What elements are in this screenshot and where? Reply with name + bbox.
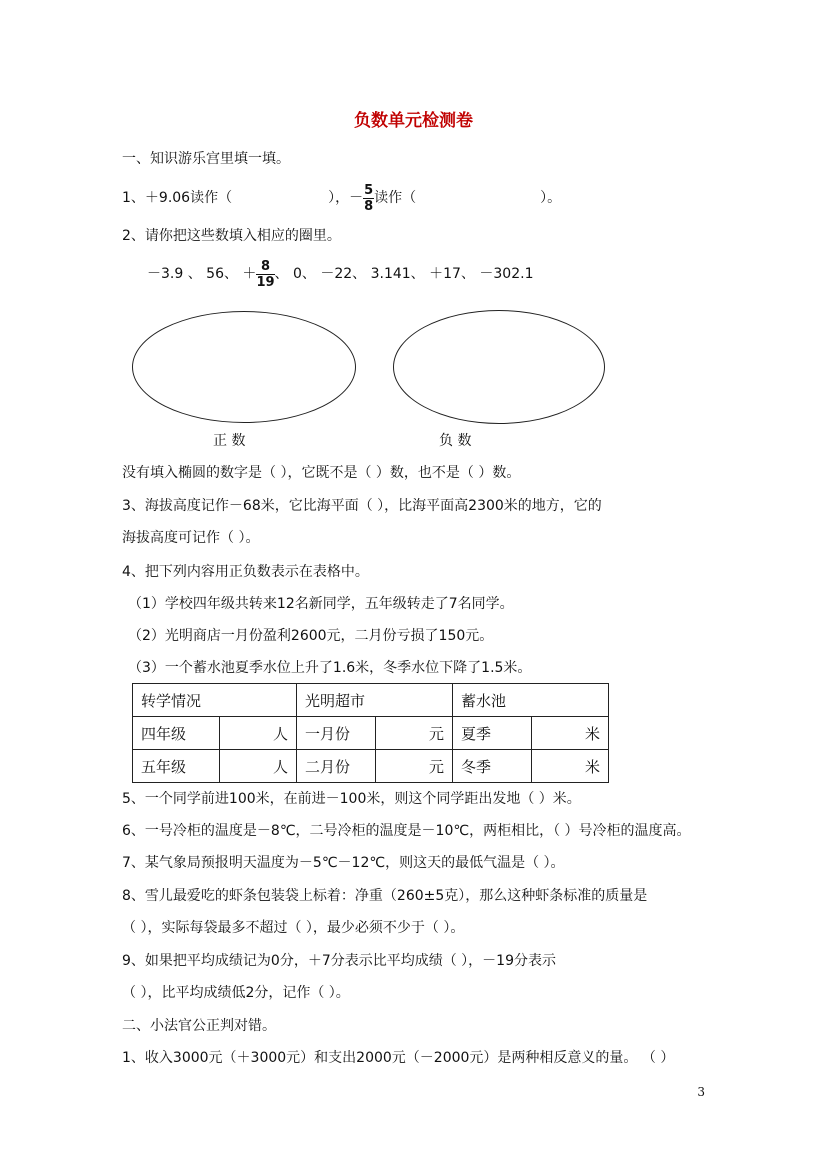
q2-numbers-a: －3.9 、 56、 ＋ (147, 266, 257, 282)
page-title: 负数单元检测卷 (354, 111, 473, 131)
question-8-line-1: 8、雪儿最爱吃的虾条包装袋上标着：净重（260±5克），那么这种虾条标准的质量是 (122, 888, 648, 904)
question-4-prompt: 4、把下列内容用正负数表示在表格中。 (122, 564, 369, 580)
question-4-item-2: （2）光明商店一月份盈利2600元，二月份亏损了150元。 (128, 628, 494, 644)
question-3-line-1: 3、海拔高度记作－68米，它比海平面（ ），比海平面高2300米的地方，它的 (122, 498, 602, 514)
question-9-line-1: 9、如果把平均成绩记为0分，＋7分表示比平均成绩（ ），－19分表示 (122, 953, 556, 969)
question-2-prompt: 2、请你把这些数填入相应的圈里。 (122, 228, 341, 244)
table-cell: 五年级 (133, 750, 220, 783)
table-cell: 元 (376, 717, 453, 750)
table-cell: 一月份 (297, 717, 376, 750)
page-number: 3 (697, 1085, 705, 1099)
question-8-line-2: （ ），实际每袋最多不超过（ ），最少必须不少于（ ）。 (122, 920, 465, 936)
question-6: 6、一号冷柜的温度是－8℃，二号冷柜的温度是－10℃，两柜相比，（ ）号冷柜的温度高。 (122, 823, 691, 839)
table-header-cell: 蓄水池 (453, 684, 609, 717)
question-1 (122, 181, 561, 215)
question-7: 7、某气象局预报明天温度为－5℃－12℃，则这天的最低气温是（ ）。 (122, 855, 565, 871)
table-cell: 元 (376, 750, 453, 783)
question-9-line-2: （ ），比平均成绩低2分，记作（ ）。 (122, 985, 350, 1001)
table-header-cell: 光明超市 (297, 684, 453, 717)
section-heading-1: 一、知识游乐宫里填一填。 (122, 151, 290, 167)
judgment-1: 1、收入3000元（＋3000元）和支出2000元（－2000元）是两种相反意义的量。 （ ） (122, 1050, 675, 1066)
question-2-followup: 没有填入椭圆的数字是（ ），它既不是（ ）数，也不是（ ）数。 (122, 465, 521, 481)
question-4-item-1: （1）学校四年级共转来12名新同学，五年级转走了7名同学。 (128, 596, 514, 612)
q2-numbers-b: 、 0、 －22、 3.141、 ＋17、 －302.1 (274, 266, 534, 282)
question-5: 5、一个同学前进100米，在前进－100米，则这个同学距出发地（ ）米。 (122, 791, 581, 807)
fraction-five-eighths: $\frac{5}{8}$ (364, 182, 374, 214)
positive-number-ellipse (132, 311, 356, 423)
table-header-row (133, 684, 609, 717)
table-row (133, 750, 609, 783)
table-cell: 夏季 (453, 717, 532, 750)
negative-label: 负 数 (439, 433, 472, 449)
table-cell: 米 (532, 750, 609, 783)
question-2-numbers (147, 256, 533, 292)
q1-text-c: 读作（ (374, 190, 417, 206)
negative-number-ellipse (393, 310, 605, 424)
table-cell: 二月份 (297, 750, 376, 783)
fraction-eight-nineteenths: $\frac{8}{19}$ (256, 258, 275, 290)
q1-text-a: 1、＋9.06读作（ (122, 190, 233, 206)
question-3-line-2: 海拔高度可记作（ ）。 (122, 530, 260, 546)
section-heading-2: 二、小法官公正判对错。 (122, 1018, 276, 1034)
table-cell: 冬季 (453, 750, 532, 783)
table-cell: 四年级 (133, 717, 220, 750)
q1-text-d: ）。 (540, 190, 562, 206)
answer-table (132, 683, 609, 783)
table-cell: 米 (532, 717, 609, 750)
positive-label: 正 数 (213, 433, 246, 449)
table-cell: 人 (220, 750, 297, 783)
question-4-item-3: （3）一个蓄水池夏季水位上升了1.6米，冬季水位下降了1.5米。 (128, 660, 532, 676)
table-row (133, 717, 609, 750)
table-header-cell: 转学情况 (133, 684, 297, 717)
q1-text-b: ），－ (328, 190, 364, 206)
table-cell: 人 (220, 717, 297, 750)
